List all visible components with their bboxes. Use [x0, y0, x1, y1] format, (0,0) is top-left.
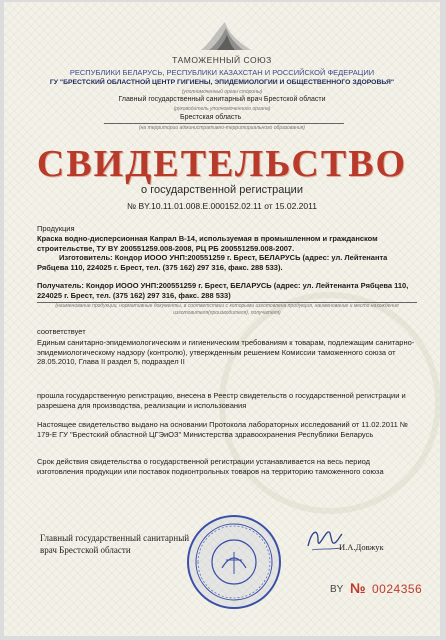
signatory-name: И.А.Довжук — [339, 542, 384, 552]
product-caption: (наименование продукции, нормативные документы, в соответствии с которыми изготовлена продукция, наименование и место нахождения изготовителя(производителя), получателя) — [55, 303, 399, 316]
validity-text: Срок действия свидетельства о государственной регистрации устанавливается на весь период изготовления продукции или поставок подконтрольных товаров на территорию таможенного союза — [37, 457, 384, 476]
region-underline — [104, 123, 344, 124]
customs-union-emblem-icon — [197, 20, 255, 52]
product-description: Краска водно-дисперсионная Капрал В-14, используемая в промышленном и гражданском строительстве, ТУ BY 200551259.008-2008, РЦ РБ 200551259.008-2007. — [37, 234, 378, 253]
certificate-sheet — [4, 2, 440, 636]
signatory-position-line1: Главный государственный санитарный — [40, 533, 190, 543]
serial-number: 0024356 — [372, 582, 423, 596]
compliance-text: Единым санитарно-эпидемиологическим и гигиеническим требованиям к товарам, подлежащим санитарно-эпидемиологическому надзору (контролю), утвержденным решением Комиссии таможенного союза от 28.05.2010, Глава II раздел 5, подраздел II — [37, 338, 415, 366]
serial-prefix: BY — [330, 584, 344, 595]
issuing-agency: ГУ "БРЕСТСКИЙ ОБЛАСТНОЙ ЦЕНТР ГИГИЕНЫ, ЭПИДЕМИОЛОГИИ И ОБЩЕСТВЕННОГО ЗДОРОВЬЯ" — [49, 79, 395, 86]
handwritten-signature-icon — [304, 524, 344, 558]
certificate-number: № BY.10.11.01.008.Е.000152.02.11 от 15.02.2011 — [127, 201, 317, 211]
manufacturer-info: Изготовитель: Кондор ИООО УНП:200551259 г. Брест, БЕЛАРУСЬ (адрес: ул. Лейтенанта Рябцева 110, 224025 г. Брест, тел. (375 162) 297 316, факс. 288 533). — [37, 253, 388, 272]
union-name: ТАМОЖЕННЫЙ СОЮЗ — [172, 55, 272, 65]
member-states: РЕСПУБЛИКИ БЕЛАРУСЬ, РЕСПУБЛИКИ КАЗАХСТАН И РОССИЙСКОЙ ФЕДЕРАЦИИ — [69, 68, 375, 77]
serial-no-label: № — [350, 580, 366, 596]
recipient-info: Получатель: Кондор ИООО УНП:200551259 г. Брест, БЕЛАРУСЬ (адрес: ул. Лейтенанта Рябцева 110, 224025 г. Брест, тел. (375 162) 297 316, факс. 288 533) — [37, 281, 409, 300]
product-label: Продукция — [37, 224, 75, 233]
official-seal-icon — [184, 512, 284, 612]
compliance-label: соответствует — [37, 327, 86, 336]
certificate-subtitle: о государственной регистрации — [141, 184, 303, 196]
region-name: Брестская область — [180, 114, 242, 121]
basis-text: Настоящее свидетельство выдано на основании Протокола лабораторных исследований от 11.02.2011 № 179-Е ГУ "Брестский областной ЦГЭиОЗ" Министерства здравоохранения Республики Беларусь — [37, 420, 408, 439]
certificate-title: СВИДЕТЕЛЬСТВО — [36, 143, 408, 185]
official-title: Главный государственный санитарный врач Брестской области — [118, 96, 326, 103]
agency-caption: (уполномоченный орган стороны) — [181, 89, 263, 95]
signatory-position-line2: врач Брестской области — [40, 545, 131, 555]
official-caption: (руководитель уполномоченного органа) — [173, 106, 271, 112]
registration-text: прошла государственную регистрацию, внесена в Реестр свидетельств о государственной регистрации и разрешена для производства, реализации и использования — [37, 391, 406, 410]
region-caption: (на территории административно-территориального образования) — [139, 125, 305, 131]
